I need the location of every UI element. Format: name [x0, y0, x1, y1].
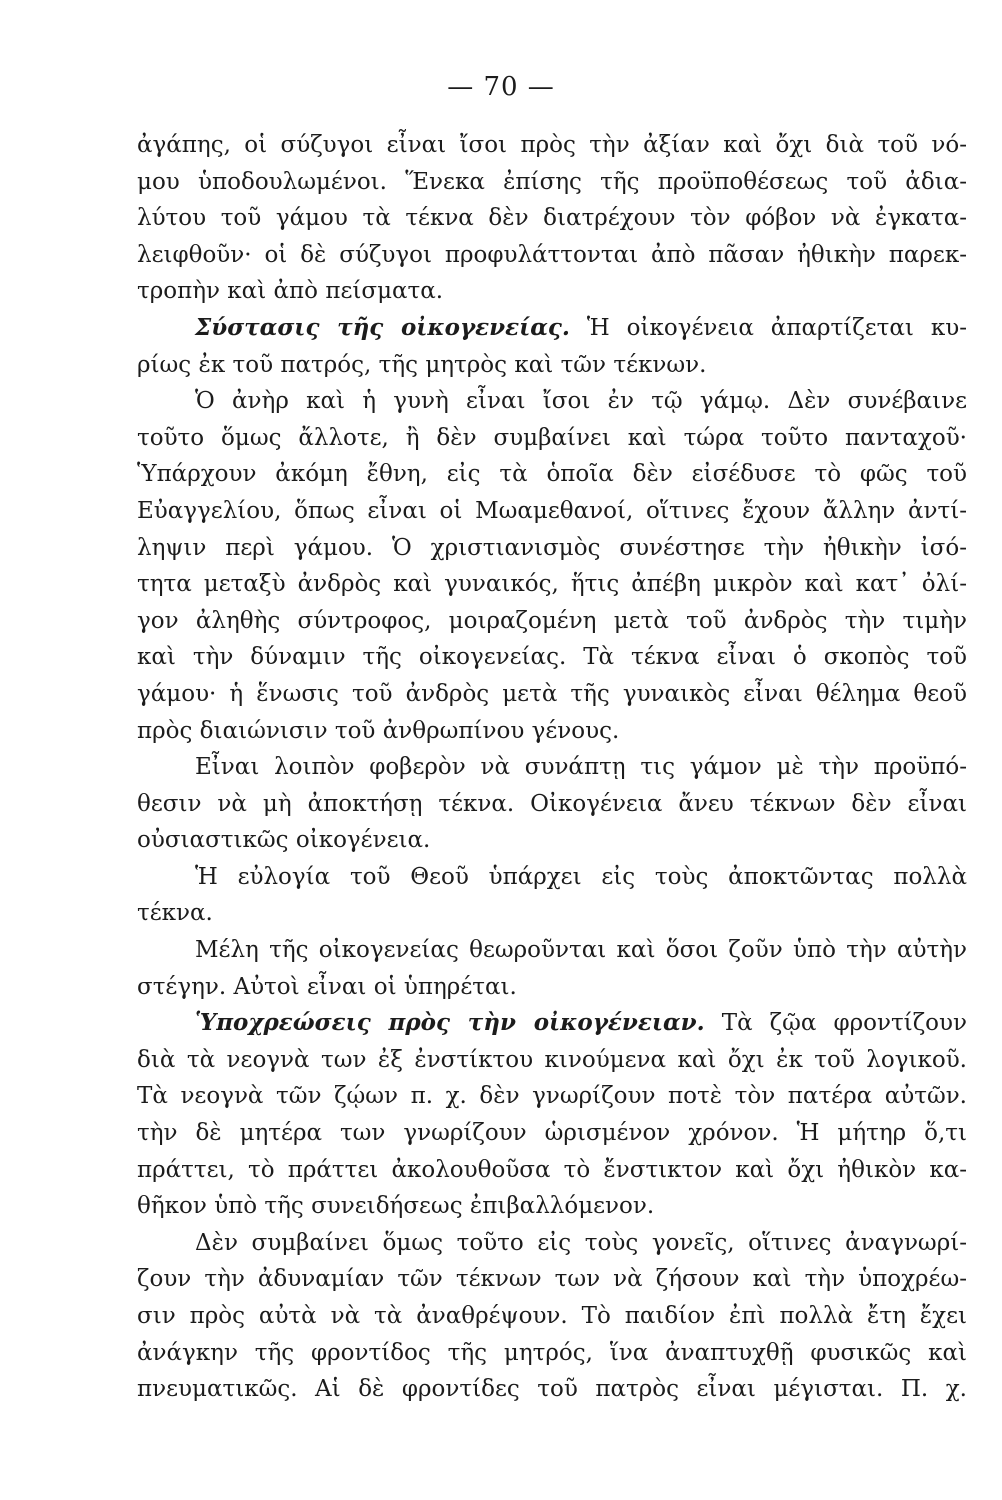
line-text: μου ὑποδουλωμένοι. Ἕνεκα ἐπίσης τῆς προϋποθέσεως τοῦ ἀδια- [137, 168, 967, 195]
line-text: Ὁ ἀνὴρ καὶ ἡ γυνὴ εἶναι ἴσοι ἐν τῷ γάμῳ. Δὲν συνέβαινε [195, 388, 967, 415]
body-text [137, 127, 967, 1408]
text-line [137, 1225, 967, 1262]
text-line [137, 786, 967, 823]
text-line [137, 200, 967, 237]
text-line [137, 310, 967, 347]
line-text: Ὑπάρχουν ἀκόμη ἔθνη, εἰς τὰ ὁποῖα δὲν εἰσέδυσε τὸ φῶς τοῦ [137, 461, 967, 488]
text-line [137, 383, 967, 420]
line-text: Ἡ εὐλογία τοῦ Θεοῦ ὑπάρχει εἰς τοὺς ἀποκτῶντας πολλὰ [195, 863, 967, 890]
line-text: στέγην. Αὐτοὶ εἶναι οἱ ὑπηρέται. [137, 973, 517, 1000]
line-text: θεσιν νὰ μὴ ἀποκτήσῃ τέκνα. Οἰκογένεια ἄνευ τέκνων δὲν εἶναι [137, 790, 967, 817]
text-line [137, 859, 967, 896]
line-text: οὐσιαστικῶς οἰκογένεια. [137, 827, 431, 854]
text-line [137, 347, 967, 384]
text-line [137, 493, 967, 530]
text-line [137, 1115, 967, 1152]
text-line [137, 566, 967, 603]
line-text: Μέλη τῆς οἰκογενείας θεωροῦνται καὶ ὅσοι ζοῦν ὑπὸ τὴν αὐτὴν [195, 937, 967, 964]
text-line [137, 1298, 967, 1335]
text-line [137, 932, 967, 969]
line-text: καὶ τὴν δύναμιν τῆς οἰκογενείας. Τὰ τέκνα εἶναι ὁ σκοπὸς τοῦ [137, 644, 967, 671]
line-text: Ἡ οἰκογένεια ἀπαρτίζεται κυ- [569, 314, 967, 341]
line-text: τέκνα. [137, 900, 213, 927]
line-text: τοῦτο ὅμως ἄλλοτε, ἢ δὲν συμβαίνει καὶ τώρα τοῦτο πανταχοῦ· [137, 424, 967, 451]
text-line [137, 749, 967, 786]
section-heading: Ὑποχρεώσεις πρὸς τὴν οἰκογένειαν. [195, 1009, 705, 1037]
text-line [137, 164, 967, 201]
line-text: ἀγάπης, οἱ σύζυγοι εἶναι ἴσοι πρὸς τὴν ἀξίαν καὶ ὄχι διὰ τοῦ νό- [137, 132, 967, 158]
line-text: πρὸς διαιώνισιν τοῦ ἀνθρωπίνου γένους. [137, 717, 620, 744]
section-heading: Σύστασις τῆς οἰκογενείας. [195, 313, 570, 341]
line-text: ἀνάγκην τῆς φροντίδος τῆς μητρός, ἵνα ἀναπτυχθῇ φυσικῶς καὶ [137, 1339, 967, 1366]
line-text: ζουν τὴν ἀδυναμίαν τῶν τέκνων των νὰ ζήσουν καὶ τὴν ὑποχρέω- [137, 1266, 967, 1293]
line-text: Τὰ νεογνὰ τῶν ζῴων π. χ. δὲν γνωρίζουν ποτὲ τὸν πατέρα αὐτῶν. [137, 1083, 967, 1110]
text-line [137, 420, 967, 457]
text-line [137, 603, 967, 640]
text-line [137, 1078, 967, 1115]
text-line [137, 1371, 967, 1408]
line-text: Τὰ ζῷα φροντίζουν [704, 1010, 967, 1037]
text-line [137, 1152, 967, 1189]
text-line [137, 530, 967, 567]
line-text: Εὐαγγελίου, ὅπως εἶναι οἱ Μωαμεθανοί, οἵτινες ἔχουν ἄλλην ἀντί- [137, 497, 967, 524]
line-text: λειφθοῦν· οἱ δὲ σύζυγοι προφυλάττονται ἀπὸ πᾶσαν ἠθικὴν παρεκ- [137, 241, 967, 268]
page-number: — 70 — [447, 72, 555, 102]
text-line [137, 713, 967, 750]
text-line [137, 969, 967, 1006]
text-line [137, 237, 967, 274]
text-line [137, 456, 967, 493]
line-text: ρίως ἐκ τοῦ πατρός, τῆς μητρὸς καὶ τῶν τέκνων. [137, 351, 707, 378]
text-line [137, 1005, 967, 1042]
text-line [137, 127, 967, 164]
text-line [137, 1188, 967, 1225]
line-text: πνευματικῶς. Αἱ δὲ φροντίδες τοῦ πατρὸς εἶναι μέγισται. Π. χ. [137, 1376, 967, 1403]
text-line [137, 1335, 967, 1372]
line-text: σιν πρὸς αὐτὰ νὰ τὰ ἀναθρέψουν. Τὸ παιδίον ἐπὶ πολλὰ ἔτη ἔχει [137, 1303, 967, 1329]
line-text: Δὲν συμβαίνει ὅμως τοῦτο εἰς τοὺς γονεῖς, οἵτινες ἀναγνωρί- [195, 1229, 967, 1256]
line-text: τροπὴν καὶ ἀπὸ πείσματα. [137, 278, 444, 305]
text-line [137, 639, 967, 676]
line-text: τητα μεταξὺ ἀνδρὸς καὶ γυναικός, ἥτις ἀπέβη μικρὸν καὶ κατ᾽ ὀλί- [137, 571, 967, 598]
line-text: πράττει, τὸ πράττει ἀκολουθοῦσα τὸ ἔνστικτον καὶ ὄχι ἠθικὸν κα- [137, 1156, 967, 1183]
line-text: γον ἀληθὴς σύντροφος, μοιραζομένη μετὰ τοῦ ἀνδρὸς τὴν τιμὴν [137, 607, 967, 634]
line-text: γάμου· ἡ ἕνωσις τοῦ ἀνδρὸς μετὰ τῆς γυναικὸς εἶναι θέλημα θεοῦ [137, 680, 967, 707]
text-line [137, 895, 967, 932]
line-text: τὴν δὲ μητέρα των γνωρίζουν ὡρισμένον χρόνον. Ἡ μήτηρ ὅ,τι [137, 1120, 967, 1147]
line-text: θῆκον ὑπὸ τῆς συνειδήσεως ἐπιβαλλόμενον. [137, 1193, 655, 1220]
line-text: διὰ τὰ νεογνὰ των ἐξ ἐνστίκτου κινούμενα καὶ ὄχι ἐκ τοῦ λογικοῦ. [137, 1046, 967, 1073]
text-line [137, 1042, 967, 1079]
text-line [137, 676, 967, 713]
text-line [137, 273, 967, 310]
text-line [137, 1261, 967, 1298]
line-text: ληψιν περὶ γάμου. Ὁ χριστιανισμὸς συνέστησε τὴν ἠθικὴν ἰσό- [137, 534, 967, 561]
line-text: λύτου τοῦ γάμου τὰ τέκνα δὲν διατρέχουν τὸν φόβον νὰ ἐγκατα- [137, 205, 967, 232]
text-line [137, 822, 967, 859]
line-text: Εἶναι λοιπὸν φοβερὸν νὰ συνάπτῃ τις γάμον μὲ τὴν προϋπό- [195, 754, 967, 781]
